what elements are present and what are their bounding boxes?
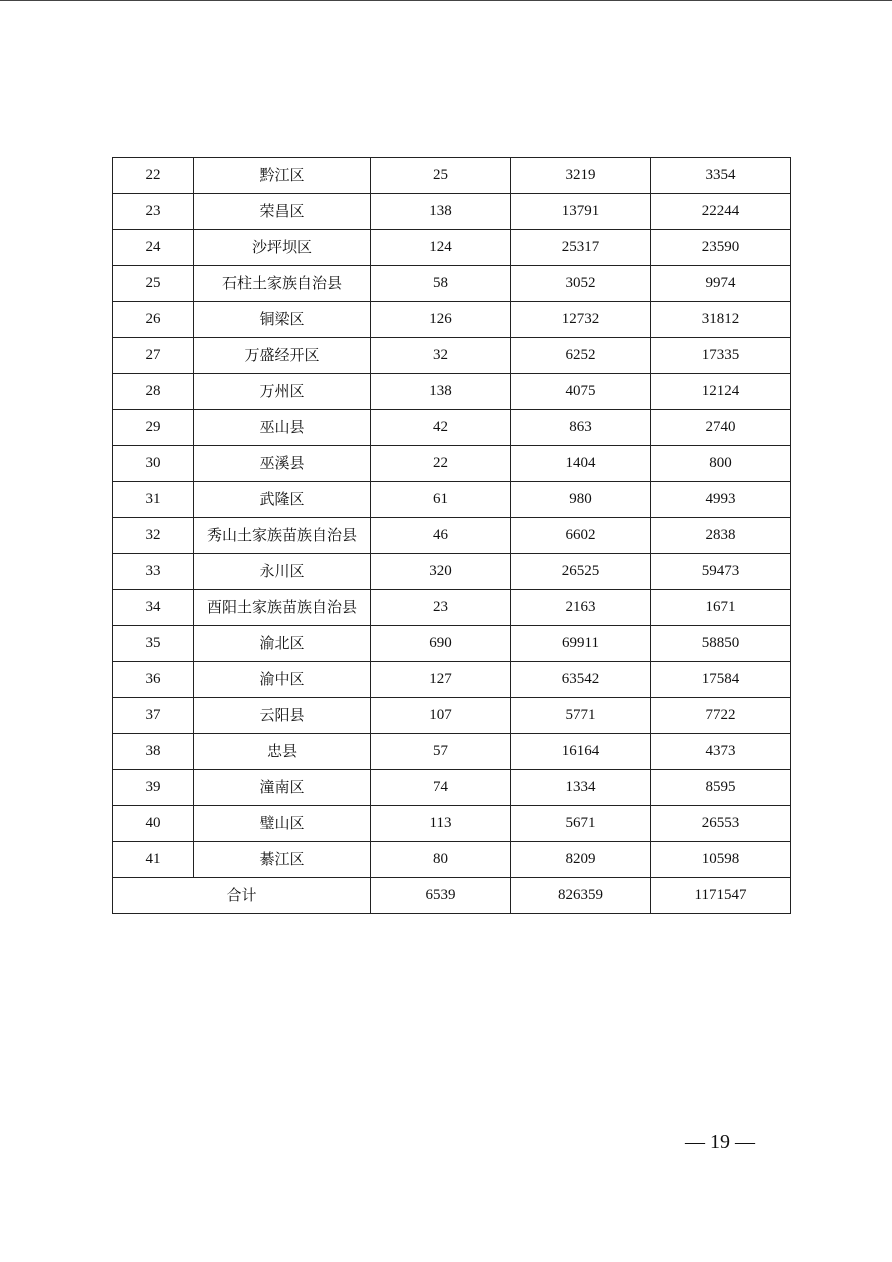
value-cell-col3: 9974: [651, 266, 791, 302]
value-cell-col3: 2740: [651, 410, 791, 446]
value-cell-col1: 138: [371, 194, 511, 230]
value-cell-col3: 2838: [651, 518, 791, 554]
table-row: [113, 338, 791, 374]
row-number-cell: 41: [113, 842, 194, 878]
value-cell-col2: 6252: [511, 338, 651, 374]
value-cell-col1: 57: [371, 734, 511, 770]
value-cell-col2: 3052: [511, 266, 651, 302]
value-cell-col2: 5671: [511, 806, 651, 842]
statistics-table: [112, 157, 791, 914]
table-row: [113, 194, 791, 230]
value-cell-col1: 80: [371, 842, 511, 878]
value-cell-col3: 23590: [651, 230, 791, 266]
row-number-cell: 23: [113, 194, 194, 230]
region-name-cell: 武隆区: [194, 482, 371, 518]
region-name-cell: 巫溪县: [194, 446, 371, 482]
table-row: [113, 446, 791, 482]
region-name-cell: 永川区: [194, 554, 371, 590]
table-row: [113, 518, 791, 554]
value-cell-col1: 113: [371, 806, 511, 842]
value-cell-col2: 4075: [511, 374, 651, 410]
value-cell-col2: 5771: [511, 698, 651, 734]
table-row: [113, 158, 791, 194]
table-row: [113, 626, 791, 662]
value-cell-col3: 7722: [651, 698, 791, 734]
value-cell-col3: 800: [651, 446, 791, 482]
value-cell-col2: 3219: [511, 158, 651, 194]
value-cell-col1: 107: [371, 698, 511, 734]
value-cell-col3: 4373: [651, 734, 791, 770]
table-row: [113, 662, 791, 698]
region-name-cell: 渝北区: [194, 626, 371, 662]
row-number-cell: 26: [113, 302, 194, 338]
row-number-cell: 38: [113, 734, 194, 770]
value-cell-col3: 31812: [651, 302, 791, 338]
region-name-cell: 黔江区: [194, 158, 371, 194]
region-name-cell: 沙坪坝区: [194, 230, 371, 266]
row-number-cell: 32: [113, 518, 194, 554]
value-cell-col2: 63542: [511, 662, 651, 698]
row-number-cell: 40: [113, 806, 194, 842]
table-row: [113, 806, 791, 842]
value-cell-col1: 32: [371, 338, 511, 374]
region-name-cell: 万盛经开区: [194, 338, 371, 374]
value-cell-col3: 59473: [651, 554, 791, 590]
row-number-cell: 28: [113, 374, 194, 410]
value-cell-col3: 8595: [651, 770, 791, 806]
table-row: [113, 266, 791, 302]
row-number-cell: 24: [113, 230, 194, 266]
value-cell-col3: 17584: [651, 662, 791, 698]
table-row: [113, 230, 791, 266]
region-name-cell: 荣昌区: [194, 194, 371, 230]
region-name-cell: 渝中区: [194, 662, 371, 698]
value-cell-col1: 42: [371, 410, 511, 446]
table-row: [113, 302, 791, 338]
row-number-cell: 29: [113, 410, 194, 446]
table-row: [113, 698, 791, 734]
value-cell-col1: 46: [371, 518, 511, 554]
row-number-cell: 30: [113, 446, 194, 482]
region-name-cell: 巫山县: [194, 410, 371, 446]
table-body: [113, 158, 791, 914]
region-name-cell: 忠县: [194, 734, 371, 770]
region-name-cell: 万州区: [194, 374, 371, 410]
value-cell-col1: 58: [371, 266, 511, 302]
table-row: [113, 590, 791, 626]
value-cell-col2: 8209: [511, 842, 651, 878]
value-cell-col3: 12124: [651, 374, 791, 410]
value-cell-col1: 25: [371, 158, 511, 194]
value-cell-col2: 980: [511, 482, 651, 518]
value-cell-col1: 124: [371, 230, 511, 266]
table-row: [113, 770, 791, 806]
row-number-cell: 27: [113, 338, 194, 374]
value-cell-col2: 25317: [511, 230, 651, 266]
value-cell-col3: 22244: [651, 194, 791, 230]
table-row: [113, 410, 791, 446]
row-number-cell: 37: [113, 698, 194, 734]
row-number-cell: 31: [113, 482, 194, 518]
value-cell-col2: 26525: [511, 554, 651, 590]
value-cell-col1: 22: [371, 446, 511, 482]
value-cell-col2: 1404: [511, 446, 651, 482]
value-cell-col1: 690: [371, 626, 511, 662]
table-row: [113, 842, 791, 878]
value-cell-col1: 126: [371, 302, 511, 338]
row-number-cell: 35: [113, 626, 194, 662]
value-cell-col3: 26553: [651, 806, 791, 842]
total-value-cell-col3: 1171547: [651, 878, 791, 914]
table-total-row: [113, 878, 791, 914]
value-cell-col3: 10598: [651, 842, 791, 878]
region-name-cell: 云阳县: [194, 698, 371, 734]
value-cell-col1: 127: [371, 662, 511, 698]
page-top-border: [0, 0, 892, 1]
value-cell-col1: 138: [371, 374, 511, 410]
value-cell-col3: 1671: [651, 590, 791, 626]
region-name-cell: 铜梁区: [194, 302, 371, 338]
value-cell-col3: 17335: [651, 338, 791, 374]
value-cell-col1: 61: [371, 482, 511, 518]
page-number: — 19 —: [685, 1131, 755, 1153]
row-number-cell: 22: [113, 158, 194, 194]
value-cell-col2: 6602: [511, 518, 651, 554]
table-row: [113, 482, 791, 518]
row-number-cell: 34: [113, 590, 194, 626]
value-cell-col1: 23: [371, 590, 511, 626]
total-value-cell-col1: 6539: [371, 878, 511, 914]
value-cell-col2: 13791: [511, 194, 651, 230]
value-cell-col2: 16164: [511, 734, 651, 770]
value-cell-col3: 3354: [651, 158, 791, 194]
value-cell-col1: 320: [371, 554, 511, 590]
value-cell-col2: 2163: [511, 590, 651, 626]
total-label-cell: 合计: [113, 878, 371, 914]
row-number-cell: 33: [113, 554, 194, 590]
value-cell-col1: 74: [371, 770, 511, 806]
region-name-cell: 璧山区: [194, 806, 371, 842]
value-cell-col2: 863: [511, 410, 651, 446]
value-cell-col2: 69911: [511, 626, 651, 662]
row-number-cell: 25: [113, 266, 194, 302]
region-name-cell: 綦江区: [194, 842, 371, 878]
total-value-cell-col2: 826359: [511, 878, 651, 914]
table-row: [113, 374, 791, 410]
row-number-cell: 39: [113, 770, 194, 806]
value-cell-col2: 1334: [511, 770, 651, 806]
region-name-cell: 潼南区: [194, 770, 371, 806]
value-cell-col2: 12732: [511, 302, 651, 338]
region-name-cell: 石柱土家族自治县: [194, 266, 371, 302]
region-name-cell: 酉阳土家族苗族自治县: [194, 590, 371, 626]
value-cell-col3: 58850: [651, 626, 791, 662]
region-name-cell: 秀山土家族苗族自治县: [194, 518, 371, 554]
row-number-cell: 36: [113, 662, 194, 698]
table-row: [113, 554, 791, 590]
value-cell-col3: 4993: [651, 482, 791, 518]
table-row: [113, 734, 791, 770]
